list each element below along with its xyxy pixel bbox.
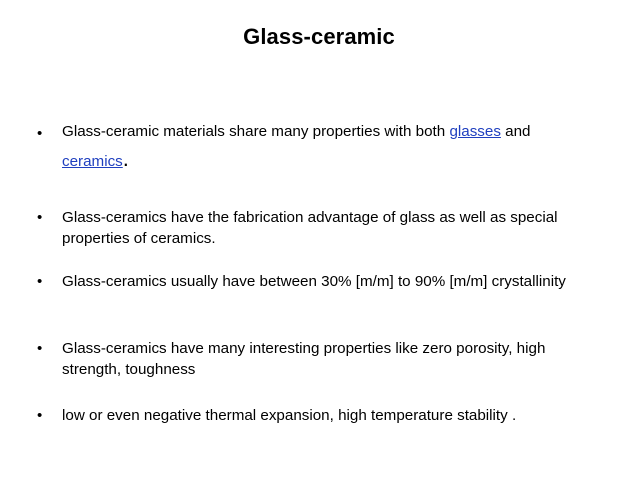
bullet-item — [37, 207, 597, 249]
bullet-text: low or even negative thermal expansion, high temperature stability . — [62, 407, 517, 424]
bullet-item — [37, 338, 597, 380]
bullet-text: Glass-ceramics usually have between 30% [m/m] to 90% [m/m] crystallinity — [62, 273, 566, 290]
slide-title: Glass-ceramic — [243, 24, 395, 49]
bullet-dot-icon: • — [37, 407, 43, 424]
bullet-item — [37, 271, 597, 292]
ceramics-link[interactable]: ceramics — [62, 153, 123, 170]
bullet-item — [37, 405, 597, 426]
bullet-dot-icon: • — [37, 340, 43, 357]
glasses-link[interactable]: glasses — [449, 123, 501, 140]
bullet-text-period: . — [122, 146, 129, 171]
bullet-item — [37, 117, 597, 177]
bullet-dot-icon: • — [37, 125, 43, 142]
bullet-text-segment: and — [500, 123, 531, 140]
bullet-dot-icon: • — [37, 209, 43, 226]
bullet-dot-icon: • — [37, 273, 43, 290]
bullet-text: Glass-ceramics have many interesting properties like zero porosity, high strength, toughness — [62, 340, 546, 378]
bullet-text: Glass-ceramics have the fabrication advantage of glass as well as special properties of ceramics. — [62, 209, 558, 247]
bullet-text — [62, 117, 597, 177]
bullet-text-segment: Glass-ceramic materials share many properties with both — [62, 123, 450, 140]
